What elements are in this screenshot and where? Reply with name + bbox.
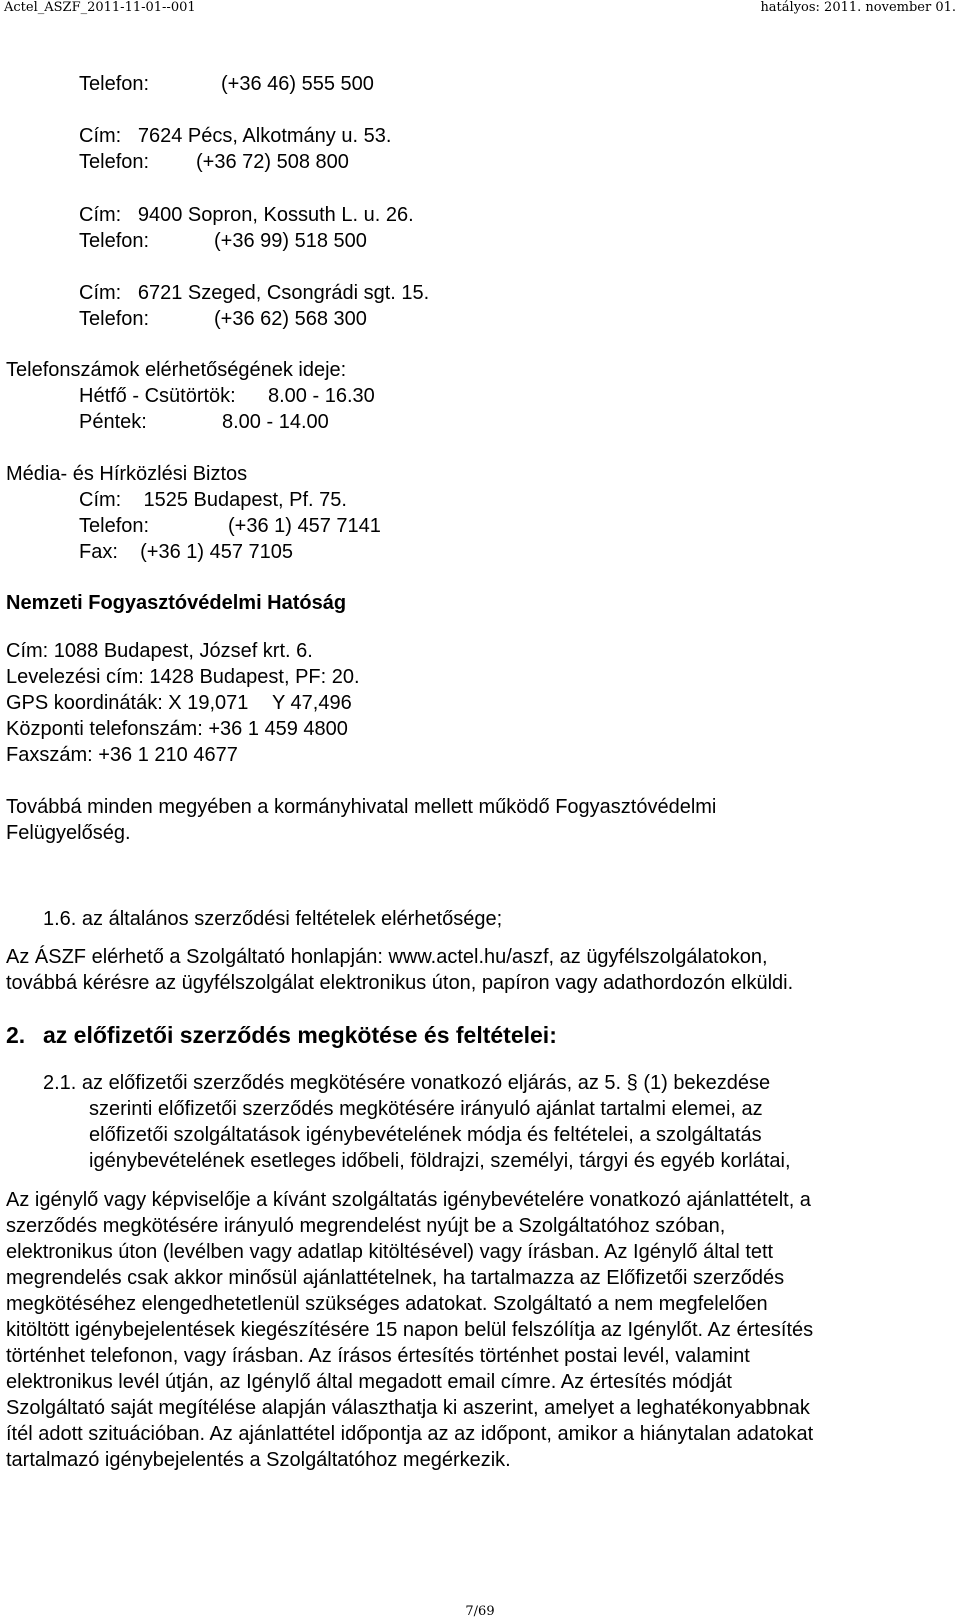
paragraph-line-9: Szolgáltató saját megítélése alapján választhatja ki aszerint, amelyet a leghatékonyabbnak xyxy=(6,1397,810,1419)
authority-address: Cím: 1088 Budapest, József krt. 6. xyxy=(6,640,313,662)
paragraph-line-5: megkötéséhez elengedhetetlenül szükséges adatokat. Szolgáltató a nem megfelelően xyxy=(6,1293,768,1315)
authority-central-phone: Központi telefonszám: +36 1 459 4800 xyxy=(6,718,348,740)
paragraph-line-1: Az igénylő vagy képviselője a kívánt szolgáltatás igénybevételére vonatkozó ajánlattételt, a xyxy=(6,1189,811,1211)
aszf-availability-line-1: Az ÁSZF elérhető a Szolgáltató honlapján: www.actel.hu/aszf, az ügyfélszolgálatokon, xyxy=(6,946,768,968)
page-number: 7/69 xyxy=(465,1604,495,1619)
paragraph-line-10: ítél adott szituációban. Az ajánlattétel időpontja az az időpont, amikor a hiánytalan adatokat xyxy=(6,1423,814,1445)
section-2-heading: az előfizetői szerződés megkötése és feltételei: xyxy=(43,1022,557,1048)
media-address: Cím: 1525 Budapest, Pf. 75. xyxy=(79,489,347,511)
szeged-phone-value: (+36 62) 568 300 xyxy=(214,308,367,330)
media-phone-label: Telefon: xyxy=(79,515,150,537)
media-phone-value: (+36 1) 457 7141 xyxy=(228,515,381,537)
pecs-phone-value: (+36 72) 508 800 xyxy=(196,151,349,173)
miskolc-phone-label: Telefon: xyxy=(79,73,150,95)
szeged-phone-label: Telefon: xyxy=(79,308,150,330)
section-2-1-line-4: igénybevételének esetleges időbeli, földrajzi, személyi, tárgyi és egyéb korlátai, xyxy=(89,1150,791,1172)
consumer-authority-heading: Nemzeti Fogyasztóvédelmi Hatóság xyxy=(6,592,347,614)
paragraph-line-8: elektronikus levél útján, az Igénylő által megadott email címre. Az értesítés módját xyxy=(6,1371,732,1393)
szeged-address: Cím: 6721 Szeged, Csongrádi sgt. 15. xyxy=(79,282,430,304)
media-commissioner-heading: Média- és Hírközlési Biztos xyxy=(6,463,248,485)
section-2-1-line-2: szerinti előfizetői szerződés megkötésére irányuló ajánlat tartalmi elemei, az xyxy=(89,1098,763,1120)
hours-heading: Telefonszámok elérhetőségének ideje: xyxy=(6,359,347,381)
hours-mon-thu-value: 8.00 - 16.30 xyxy=(268,385,375,407)
paragraph-line-11: tartalmazó igénybejelentés a Szolgáltatóhoz megérkezik. xyxy=(6,1449,511,1471)
paragraph-line-6: kitöltött igénybejelentések kiegészítésére 15 napon belül felszólítja az Igénylőt. Az értesítés xyxy=(6,1319,814,1341)
county-offices-text-1: Továbbá minden megyében a kormányhivatal mellett működő Fogyasztóvédelmi xyxy=(6,796,717,818)
pecs-phone-label: Telefon: xyxy=(79,151,150,173)
section-2-1-line-1: 2.1. az előfizetői szerződés megkötésére vonatkozó eljárás, az 5. § (1) bekezdése xyxy=(43,1072,771,1094)
document-id: Actel_ASZF_2011-11-01--001 xyxy=(4,0,196,15)
media-fax: Fax: (+36 1) 457 7105 xyxy=(79,541,294,563)
sopron-phone-value: (+36 99) 518 500 xyxy=(214,230,367,252)
effective-date: hatályos: 2011. november 01. xyxy=(760,0,956,15)
authority-postal-address: Levelezési cím: 1428 Budapest, PF: 20. xyxy=(6,666,360,688)
section-1-6-heading: 1.6. az általános szerződési feltételek elérhetősége; xyxy=(43,908,503,930)
paragraph-line-3: elektronikus úton (levélben vagy adatlap kitöltésével) vagy írásban. Az Igénylő által tett xyxy=(6,1241,774,1263)
section-2-1-line-3: előfizetői szolgáltatások igénybevételének módja és feltételei, a szolgáltatás xyxy=(89,1124,762,1146)
sopron-address: Cím: 9400 Sopron, Kossuth L. u. 26. xyxy=(79,204,414,226)
hours-fri-label: Péntek: xyxy=(79,411,147,433)
paragraph-line-7: történhet telefonon, vagy írásban. Az írásos értesítés történhet postai levél, valamint xyxy=(6,1345,750,1367)
aszf-availability-line-2: továbbá kérésre az ügyfélszolgálat elektronikus úton, papíron vagy adathordozón elküldi. xyxy=(6,972,794,994)
hours-mon-thu-label: Hétfő - Csütörtök: xyxy=(79,385,236,407)
miskolc-phone-value: (+36 46) 555 500 xyxy=(221,73,374,95)
authority-gps-y: Y 47,496 xyxy=(272,692,352,714)
pecs-address: Cím: 7624 Pécs, Alkotmány u. 53. xyxy=(79,125,392,147)
paragraph-line-2: szerződés megkötésére irányuló megrendelést nyújt be a Szolgáltatóhoz szóban, xyxy=(6,1215,726,1237)
county-offices-text-2: Felügyelőség. xyxy=(6,822,131,844)
hours-fri-value: 8.00 - 14.00 xyxy=(222,411,329,433)
sopron-phone-label: Telefon: xyxy=(79,230,150,252)
paragraph-line-4: megrendelés csak akkor minősül ajánlattételnek, ha tartalmazza az Előfizetői szerződés xyxy=(6,1267,785,1289)
section-2-number: 2. xyxy=(6,1022,26,1048)
authority-fax: Faxszám: +36 1 210 4677 xyxy=(6,744,238,766)
authority-gps-x: GPS koordináták: X 19,071 xyxy=(6,692,249,714)
